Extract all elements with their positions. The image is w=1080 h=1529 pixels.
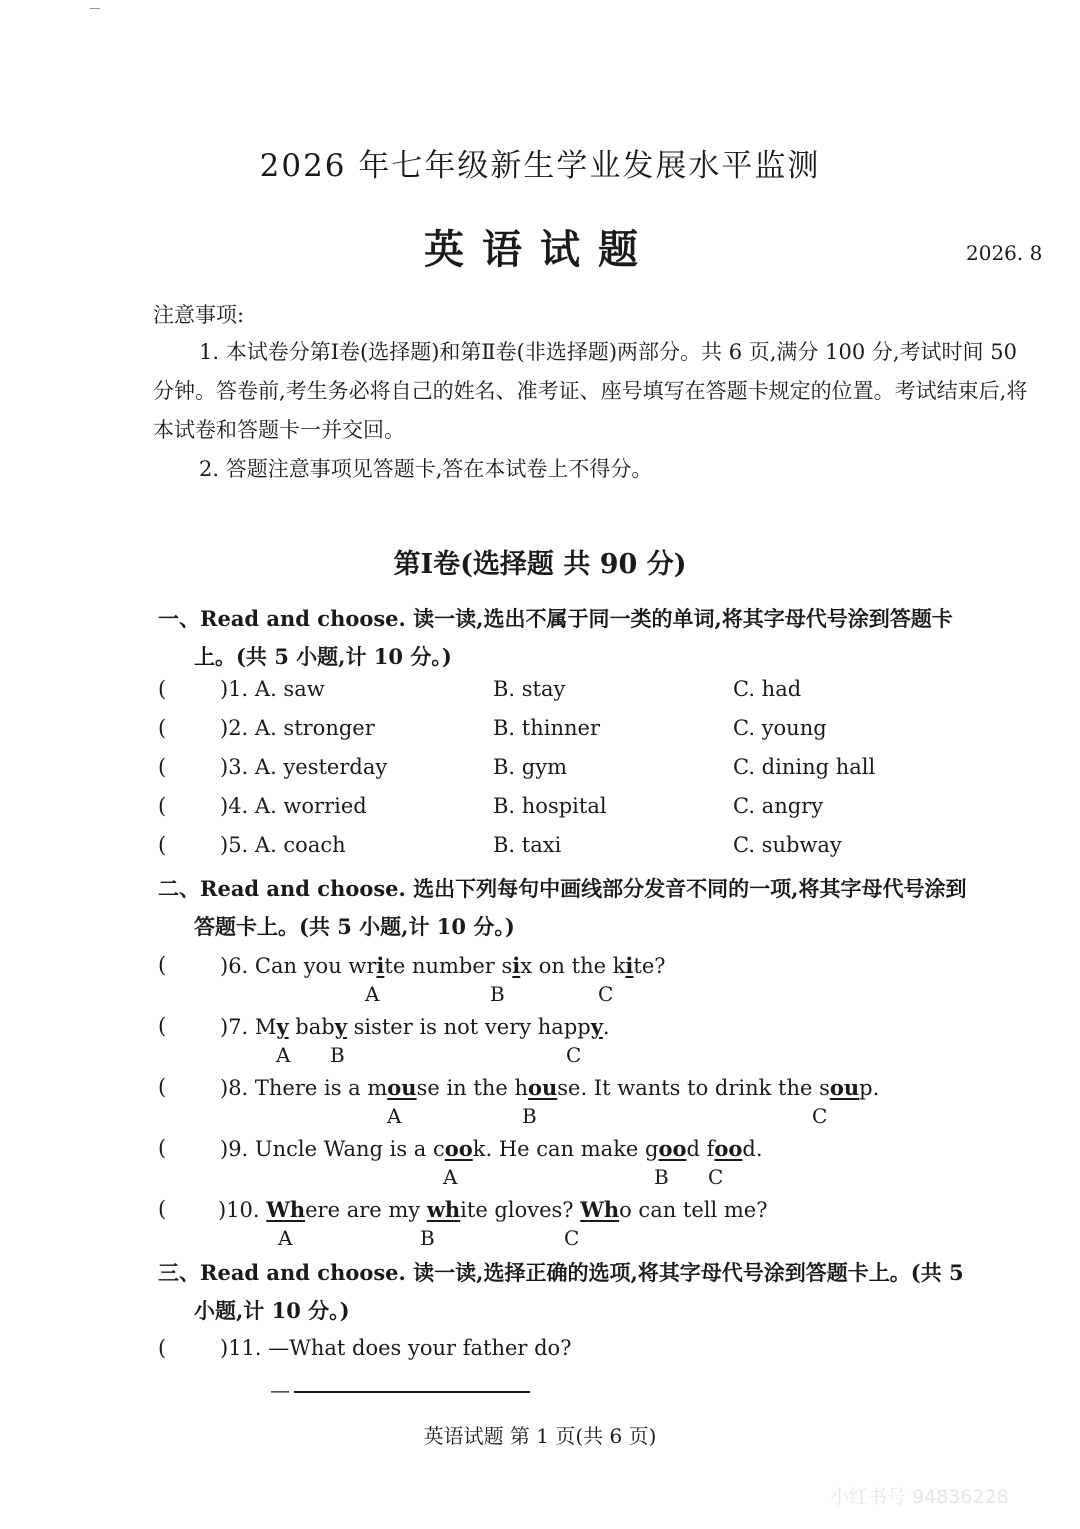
label-c: C [566,1043,582,1067]
option-a: )4. A. worried [220,794,367,818]
question-10-sentence: )10. Where are my white gloves? Who can tell me? [218,1197,768,1222]
section1-heading-line2: 上。(共 5 小题,计 10 分。) [194,644,452,669]
option-c: C. subway [733,833,842,857]
label-b: B [420,1226,435,1250]
section2-heading [158,870,1042,946]
section1-heading-line1: 一、Read and choose. 读一读,选出不属于同一类的单词,将其字母代号涂到答题卡 [158,606,953,631]
label-b: B [522,1104,537,1128]
subject-title: 英语试题 [424,226,656,273]
option-b: B. thinner [493,716,600,740]
label-b: B [330,1043,345,1067]
label-b: B [654,1165,669,1189]
label-a: A [276,1043,291,1067]
label-a: A [278,1226,293,1250]
notes-heading: 注意事项: [153,303,245,327]
label-b: B [490,982,505,1006]
section3-heading-line1: 三、Read and choose. 读一读,选择正确的选项,将其字母代号涂到答题卡上。(共 5 [158,1260,964,1285]
option-a: )2. A. stronger [220,716,375,740]
option-a: )1. A. saw [220,677,325,701]
option-c: C. angry [733,794,824,818]
answer-dash: — [270,1378,290,1402]
question-2 [0,716,1080,748]
section2-heading-line1: 二、Read and choose. 选出下列每句中画线部分发音不同的一项,将其字母代号涂到 [158,876,967,901]
section3-heading [158,1254,1042,1330]
answer-paren: ( [158,794,167,818]
section3-heading-line2: 小题,计 10 分。) [194,1298,350,1323]
question-7-sentence: )7. My baby sister is not very happy. [220,1014,610,1039]
exam-title: 2026 年七年级新生学业发展水平监测 [259,148,821,184]
label-a: A [365,982,380,1006]
label-a: A [443,1165,458,1189]
option-a: )3. A. yesterday [220,755,388,779]
option-a: )5. A. coach [220,833,346,857]
note-item-1: 1. 本试卷分第Ⅰ卷(选择题)和第Ⅱ卷(非选择题)两部分。共 6 页,满分 100 分,考试时间 50 分钟。答卷前,考生务必将自己的姓名、准考证、座号填写在答题卡规定的位置。考试结束后,将本试卷和答题卡一并交回。 [153,340,1028,442]
option-b: B. taxi [493,833,562,857]
part1-heading: 第Ⅰ卷(选择题 共 90 分) [393,549,687,580]
answer-blank[interactable] [270,1378,530,1402]
option-c: C. had [733,677,802,701]
answer-paren: ( [158,953,167,977]
answer-paren: ( [158,1075,167,1099]
corner-mark [90,8,100,9]
question-4 [0,794,1080,826]
label-a: A [387,1104,402,1128]
answer-underline [294,1391,530,1393]
exam-date: 2026. 8 [966,241,1043,265]
answer-paren: ( [158,716,167,740]
label-c: C [598,982,614,1006]
question-3 [0,755,1080,787]
option-b: B. gym [493,755,568,779]
question-5 [0,833,1080,865]
watermark: 小红书号 94836228 [830,1486,1009,1508]
label-c: C [812,1104,828,1128]
option-c: C. dining hall [733,755,876,779]
section1-heading [158,600,1042,676]
question-8-sentence: )8. There is a mouse in the house. It wants to drink the soup. [220,1075,880,1100]
answer-paren: ( [158,1197,167,1221]
answer-paren: ( [158,1136,167,1160]
option-b: B. hospital [493,794,607,818]
option-b: B. stay [493,677,566,701]
question-1 [0,677,1080,709]
note-item-2: 2. 答题注意事项见答题卡,答在本试卷上不得分。 [199,457,653,481]
label-c: C [564,1226,580,1250]
label-c: C [708,1165,724,1189]
section2-heading-line2: 答题卡上。(共 5 小题,计 10 分。) [194,914,515,939]
page-footer: 英语试题 第 1 页(共 6 页) [423,1424,657,1448]
option-c: C. young [733,716,827,740]
answer-paren: ( [158,1336,167,1360]
question-11-text: )11. —What does your father do? [220,1336,572,1360]
answer-paren: ( [158,755,167,779]
answer-paren: ( [158,677,167,701]
question-9-sentence: )9. Uncle Wang is a cook. He can make good food. [220,1136,763,1161]
question-6-sentence: )6. Can you write number six on the kite? [220,953,666,978]
answer-paren: ( [158,1014,167,1038]
answer-paren: ( [158,833,167,857]
